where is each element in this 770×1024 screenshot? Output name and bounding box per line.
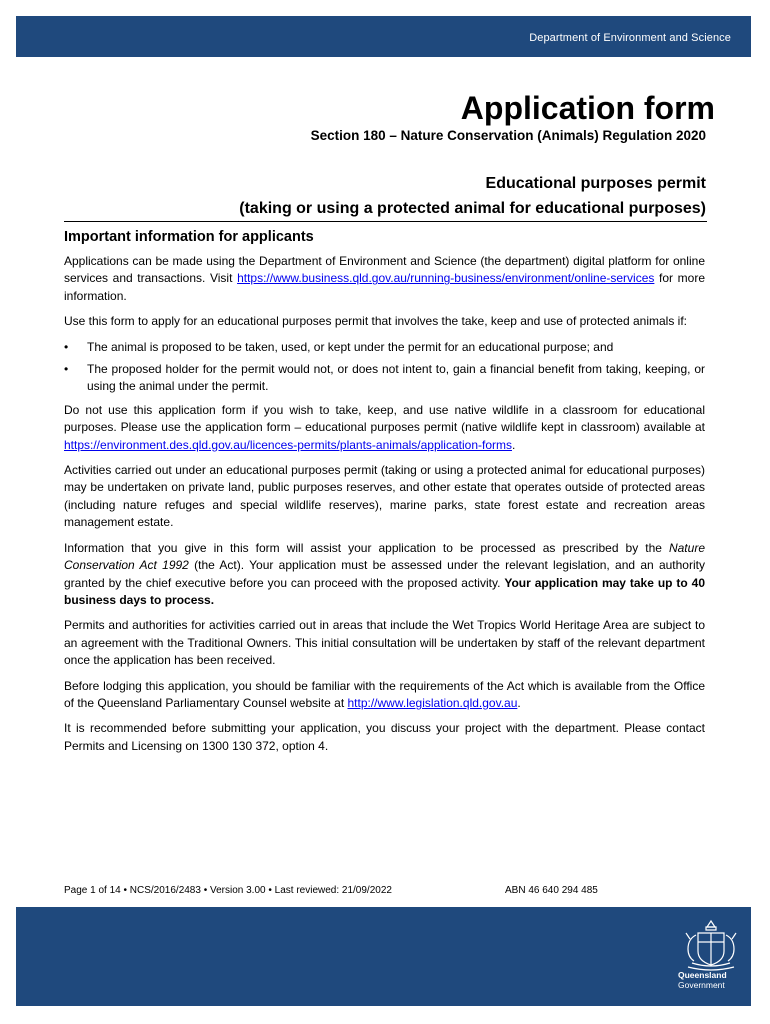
paragraph-digital-platform: Applications can be made using the Department of Environment and Science (the department) digital platform for online services and transactions. Visit https://www.business.qld.gov.au/running-business/environment/online-services for more information. (64, 254, 706, 303)
logo-line-queensland: Queensland (678, 970, 727, 980)
footer-bar (16, 907, 751, 1006)
bullet-icon: • (64, 362, 69, 377)
important-information (64, 253, 705, 763)
regulation-subtitle: Section 180 – Nature Conservation (Animals) Regulation 2020 (310, 128, 706, 143)
logo-line-government: Government (678, 980, 725, 990)
list-item: • The animal is proposed to be taken, used, or kept under the permit for an educational purpose; and (64, 339, 705, 356)
list-item: • The proposed holder for the permit would not, or does not intent to, gain a financial benefit from taking, keeping, or using the animal under the permit. (64, 362, 705, 394)
processing-time: Your application may take up to 40 business days to process. (64, 575, 706, 607)
conditions-list (64, 339, 705, 396)
queensland-government-logo (678, 970, 727, 990)
title-divider (64, 221, 707, 222)
footer-page-info: Page 1 of 14 • NCS/2016/2483 • Version 3.00 • Last reviewed: 21/09/2022 (64, 885, 392, 896)
application-forms-link[interactable]: https://environment.des.qld.gov.au/licences-permits/plants-animals/application-forms (64, 437, 512, 452)
paragraph-legislation: Before lodging this application, you should be familiar with the requirements of the Act which is available from the Office of the Queensland Parliamentary Counsel website at http://www.legislation.qld.gov.au. (64, 678, 705, 710)
page-title: Application form (460, 90, 715, 126)
paragraph-classroom: Do not use this application form if you wish to take, keep, and use native wildlife in a classroom for educational purposes. Please use the application form – educational purposes permit (native wildlife kept in classroom) available at https://environment.des.qld.gov.au/licences-permits/plants-animals/application-forms. (64, 402, 705, 452)
permit-name: Educational purposes permit (485, 175, 706, 192)
paragraph-processing: Information that you give in this form will assist your application to be processed as prescribed by the Nature Conservation Act 1992 (the Act). Your application must be assessed under the relevant legislation, and an authority granted by the chief executive before you can proceed with the proposed activity. Your application may take up to 40 business days to process. (64, 540, 706, 607)
paragraph-use-form: Use this form to apply for an educational purposes permit that involves the take, keep and use of protected animals if: (64, 314, 688, 329)
legislation-link[interactable]: http://www.legislation.qld.gov.au (347, 695, 518, 710)
bullet-icon: • (64, 339, 69, 354)
section-heading: Important information for applicants (64, 229, 314, 245)
department-name: Department of Environment and Science (529, 32, 731, 44)
paragraph-activities: Activities carried out under an educational purposes permit (taking or using a protected animal for educational purposes) may be undertaken on private land, public purposes reserves, and other estate that operates outside of protected areas (including nature refuges and special wildlife reserves), marine parks, state forest estate and recreation areas management estate. (64, 463, 705, 530)
paragraph-wet-tropics: Permits and authorities for activities carried out in areas that include the Wet Tropics World Heritage Area are subject to an agreement with the Traditional Owners. This initial consultation will be undertaken by staff of the relevant department once the application has been received. (64, 618, 705, 668)
footer-abn: ABN 46 640 294 485 (505, 885, 598, 896)
paragraph-contact: It is recommended before submitting your application, you discuss your project with the department. Please contact Permits and Licensing on 1300 130 372, option 4. (64, 721, 705, 753)
online-services-link[interactable]: https://www.business.qld.gov.au/running-business/environment/online-services (237, 271, 655, 286)
permit-description: (taking or using a protected animal for educational purposes) (239, 200, 706, 217)
act-name: Nature Conservation Act 1992 (64, 540, 705, 573)
header-bar (16, 16, 751, 57)
